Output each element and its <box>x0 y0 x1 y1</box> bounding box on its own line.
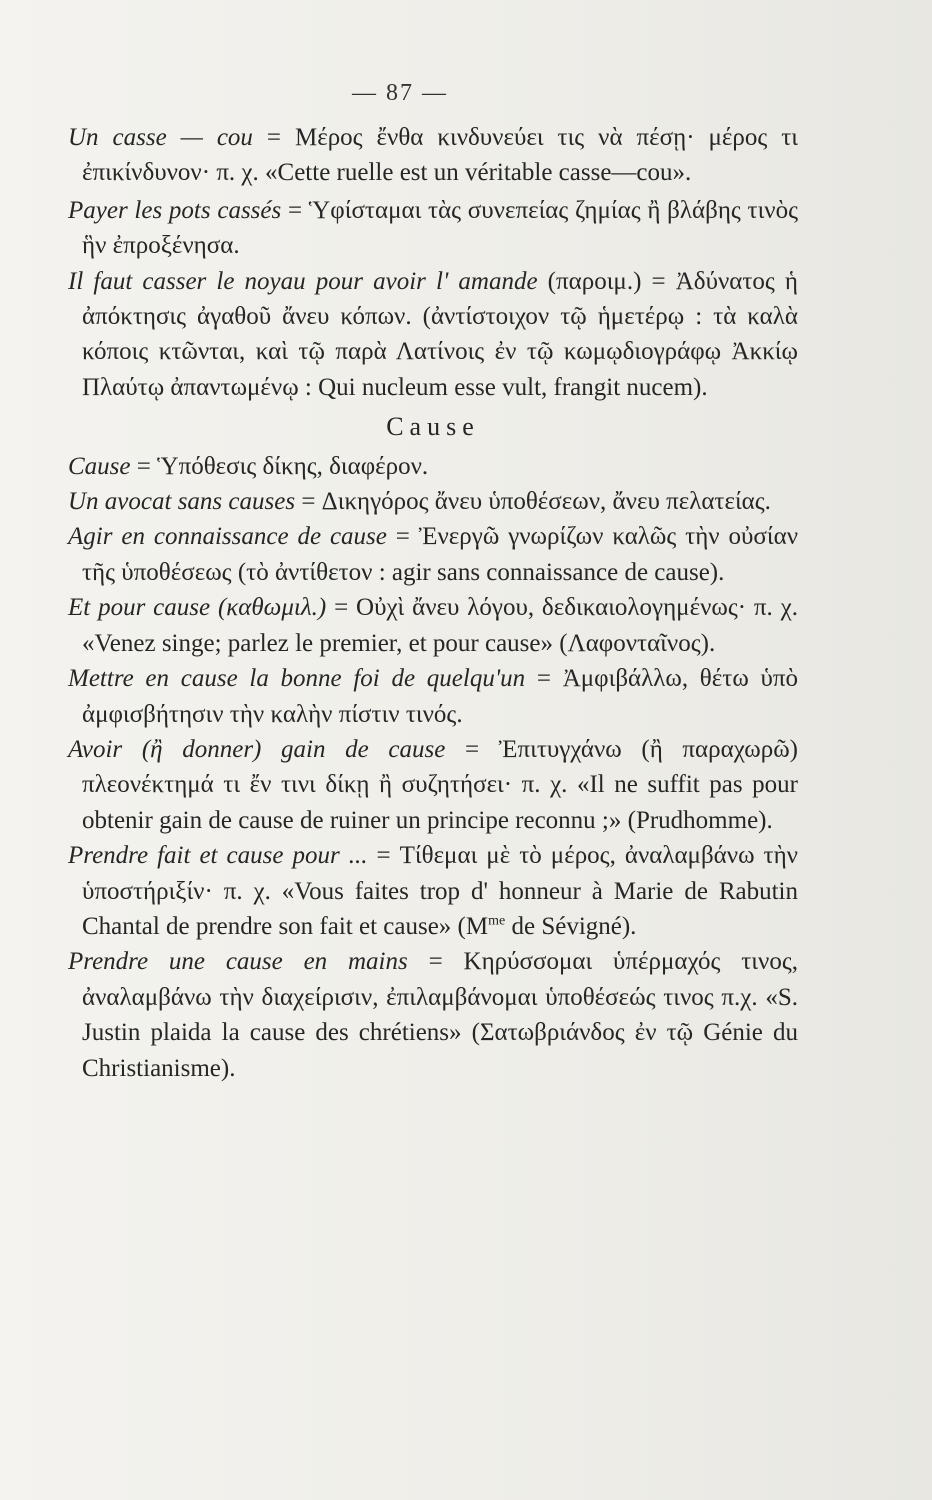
superscript: me <box>488 913 506 929</box>
entry-lemma: Avoir (ἢ donner) gain de cause <box>68 735 446 763</box>
entry-lemma: Cause <box>68 452 131 480</box>
page-number: — 87 — <box>352 80 448 106</box>
entry-casse-cou <box>68 120 798 191</box>
entry-definition: (παροιμ.) = Ἀδύνατος ἡ ἀπόκτησις ἀγαθοῦ ἄνευ κόπων. (ἀντίστοιχον τῷ ἡμετέρῳ : τὰ καλὰ κόποις κτῶνται, καὶ τῷ παρὰ Λατίνοις ἐν τῷ κωμῳδιογράφῳ Ἀκκίῳ Πλαύτῳ ἀπαντωμένῳ : Qui nucleum esse vult, frangit nucem). <box>82 267 798 401</box>
entry-lemma: Un casse — cou <box>68 124 253 151</box>
entry-definition: = Ὑπόθεσις δίκης, διαφέρον. <box>130 452 429 480</box>
entry-gain-de-cause <box>68 732 798 838</box>
entry-definition: = Ἀμφιβάλλω, θέτω ὑπὸ ἀμφισβήτησιν τὴν καλὴν πίστιν τινός. <box>82 665 798 728</box>
entry-definition: = Δικηγόρος ἄνευ ὑποθέσεων, ἄνευ πελατείας. <box>295 488 771 516</box>
entry-lemma: Mettre en cause la bonne foi de quelqu'un <box>68 665 526 693</box>
entry-definition: = Μέρος ἔνθα κινδυνεύει τις νὰ πέσῃ· μέρος τι ἐπικίνδυνον· π. χ. «Cette ruelle est un véritable casse—cou». <box>82 124 799 187</box>
dictionary-text <box>68 120 798 1086</box>
entry-definition: = Ἐπιτυγχάνω (ἢ παραχωρῶ) πλεονέκτημά τι ἔν τινι δίκῃ ἢ συζητήσει· π. χ. «Il ne suffit pas pour obtenir gain de cause de ruiner un principe reconnu ;» (Prudhomme). <box>82 735 798 834</box>
entry-casser-noyau <box>68 264 798 406</box>
entry-cause-en-mains <box>68 944 798 1086</box>
entry-definition: = Τίθεμαι μὲ τὸ μέρος, ἀναλαμβάνω τὴν ὑποστήριξίν· π. χ. «Vous faites trop d' honneur à Marie de Rabutin Chantal de prendre son fait et cause» (M <box>82 842 798 940</box>
entry-lemma: Payer les pots cassés <box>68 196 282 224</box>
entry-pour-cause <box>68 590 798 661</box>
entry-agir <box>68 519 798 590</box>
entry-payer-pots <box>68 193 798 264</box>
entry-lemma: Prendre une cause en mains <box>68 948 408 976</box>
entry-definition: = Ὑφίσταμαι τὰς συνεπείας ζημίας ἢ βλάβης τινὸς ἣν ἐπροξένησα. <box>82 196 798 260</box>
entry-avocat <box>68 484 798 519</box>
entry-lemma: Et pour cause (καθωμιλ.) <box>68 594 327 622</box>
entry-fait-et-cause <box>68 838 798 944</box>
entry-lemma: Prendre fait et cause pour ... <box>68 842 368 870</box>
section-heading: Cause <box>386 412 480 442</box>
entry-lemma: Un avocat sans causes <box>68 488 296 516</box>
entry-definition-tail: de Sévigné). <box>505 912 637 940</box>
entry-lemma: Agir en connaissance de cause <box>68 523 387 551</box>
entry-definition: = Οὐχὶ ἄνευ λόγου, δεδικαιολογημένως· π. χ. «Venez singe; parlez le premier, et pour cause» (Λαφονταῖνος). <box>82 594 798 657</box>
entry-cause <box>68 449 798 484</box>
entry-definition: = Κηρύσσομαι ὑπέρμαχός τινος, ἀναλαμβάνω τὴν διαχείρισιν, ἐπιλαμβάνομαι ὑποθέσεώς τινος π.χ. «S. Justin plaida la cause des chrétiens» (Σατωβριάνδος ἐν τῷ Génie du Christianisme). <box>82 948 798 1082</box>
entry-mettre-en-cause <box>68 661 798 732</box>
entry-definition: = Ἐνεργῶ γνωρίζων καλῶς τὴν οὐσίαν τῆς ὑποθέσεως (τὸ ἀντίθετον : agir sans connaissance de cause). <box>82 523 798 586</box>
entry-lemma: Il faut casser le noyau pour avoir l' amande <box>68 267 538 295</box>
